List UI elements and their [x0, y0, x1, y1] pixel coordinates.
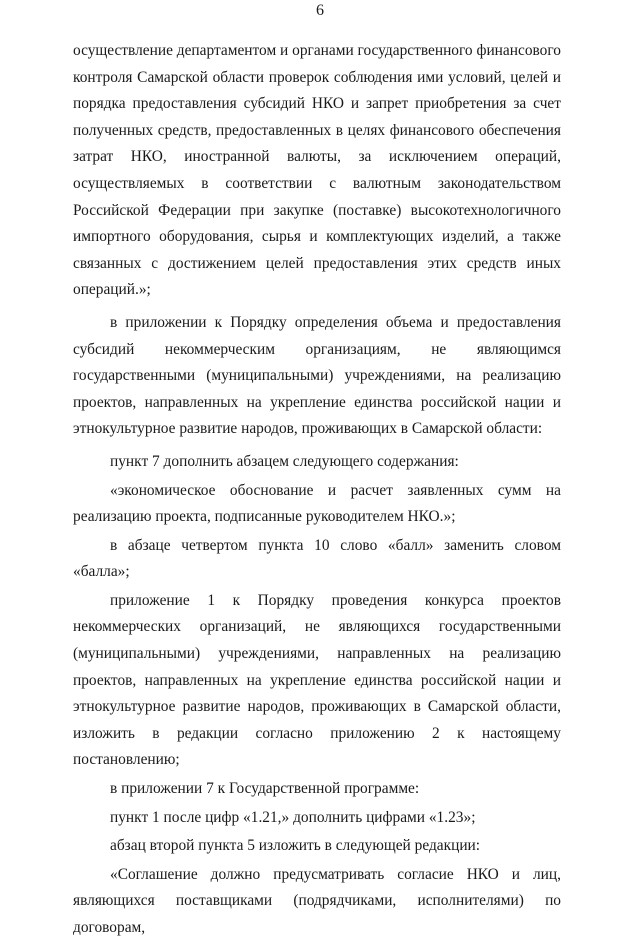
paragraph: приложение 1 к Порядку проведения конкурса проектов некоммерческих организаций, не являющихся государственными (муниципальными) учреждениями, направленных на реализацию проектов, направленных на укрепление единства российской нации и этнокультурное развитие народов, проживающих в Самарской области, изложить в редакции согласно приложению 2 к настоящему постановлению;: [73, 591, 561, 769]
paragraph: в приложении к Порядку определения объема и предоставления субсидий некоммерческим организациям, не являющимся государственными (муниципальными) учреждениями, на реализацию проектов, направленных на укрепление единства российской нации и этнокультурное развитие народов, проживающих в Самарской области:: [73, 313, 561, 438]
paragraph: пункт 7 дополнить абзацем следующего содержания:: [110, 452, 459, 470]
paragraph: в абзаце четвертом пункта 10 слово «балл» заменить словом «балла»;: [73, 536, 561, 581]
paragraph: осуществление департаментом и органами государственного финансового контроля Самарской области проверок соблюдения ими условий, целей и порядка предоставления субсидий НКО и запрет приобретения за счет полученных средств, предоставленных в целях финансового обеспечения затрат НКО, иностранной валюты, за исключением операций, осуществляемых в соответствии с валютным законодательством Российской Федерации при закупке (поставке) высокотехнологичного импортного оборудования, сырья и комплектующих изделий, а также связанных с достижением целей предоставления этих средств иных операций.»;: [73, 42, 561, 299]
page-number: 6: [316, 2, 324, 19]
document-body: [73, 38, 561, 942]
paragraph: абзац второй пункта 5 изложить в следующей редакции:: [110, 837, 481, 855]
paragraph: пункт 1 после цифр «1.21,» дополнить цифрами «1.23»;: [110, 808, 476, 826]
paragraph: «экономическое обоснование и расчет заявленных сумм на реализацию проекта, подписанные руководителем НКО.»;: [73, 481, 561, 526]
paragraph: «Соглашение должно предусматривать согласие НКО и лиц, являющихся поставщиками (подрядчиками, исполнителями) по договорам,: [73, 865, 561, 936]
paragraph: в приложении 7 к Государственной программе:: [110, 780, 420, 798]
